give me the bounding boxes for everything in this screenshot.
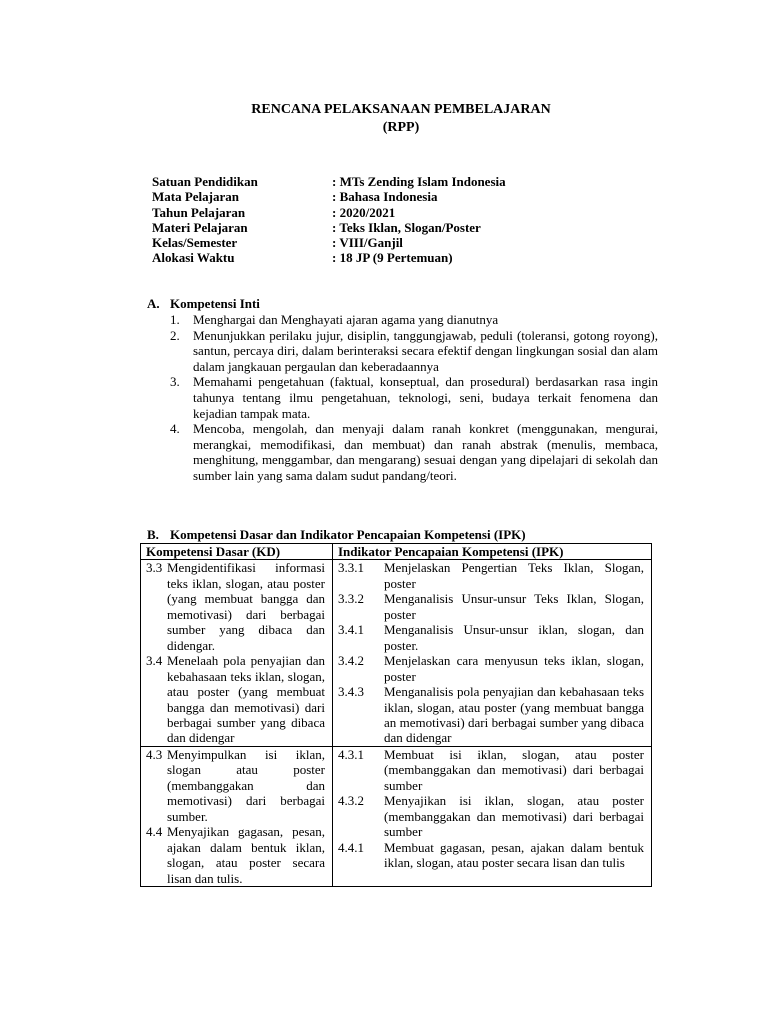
- list-item: [170, 312, 658, 328]
- list-text: Memahami pengetahuan (faktual, konseptual, dan prosedural) berdasarkan rasa ingin tahunya tentang ilmu pengetahuan, teknologi, seni, budaya terkait fenomena dan kejadian tampak mata.: [193, 374, 658, 421]
- ipk-number: 3.3.1: [338, 560, 364, 576]
- identity-value: : Bahasa Indonesia: [332, 189, 438, 205]
- ipk-item: [338, 653, 644, 684]
- kd-item: [146, 560, 325, 653]
- ipk-number: 3.4.2: [338, 653, 364, 669]
- kd-number: 4.4: [146, 824, 163, 840]
- list-item: [170, 328, 658, 375]
- ipk-number: 3.3.2: [338, 591, 364, 607]
- table-header-row: [141, 544, 652, 560]
- list-number: 4.: [170, 421, 180, 437]
- ipk-text: Menyajikan isi iklan, slogan, atau poster (membanggakan dan memotivasi) dari berbagai sumber: [384, 793, 644, 840]
- section-a-heading: [147, 296, 260, 312]
- ipk-item: [338, 684, 644, 746]
- kd-text: Menyimpulkan isi iklan, slogan atau poster (membanggakan dan memotivasi) dari berbagai sumber.: [167, 746, 325, 824]
- identity-row: [152, 205, 506, 220]
- title-line-2: (RPP): [382, 120, 420, 135]
- identity-label: Tahun Pelajaran: [152, 204, 246, 220]
- section-title: Kompetensi Inti: [170, 296, 260, 311]
- kd-number: 3.4: [146, 653, 163, 669]
- ipk-number: 4.3.2: [338, 793, 364, 809]
- kd-cell: [141, 746, 333, 886]
- identity-label: Kelas/Semester: [152, 235, 238, 251]
- ipk-item: [338, 793, 644, 839]
- ipk-item: [338, 840, 644, 871]
- section-title: Kompetensi Dasar dan Indikator Pencapaian Kompetensi (IPK): [170, 527, 526, 542]
- identity-label: Materi Pelajaran: [152, 219, 248, 235]
- list-item: [170, 421, 658, 483]
- ipk-number: 3.4.1: [338, 622, 364, 638]
- identity-row: [152, 189, 506, 204]
- ipk-text: Menganalisis Unsur-unsur Teks Iklan, Slogan, poster: [384, 591, 644, 622]
- ipk-number: 3.4.3: [338, 684, 364, 700]
- kd-text: Menelaah pola penyajian dan kebahasaan teks iklan, slogan, atau poster (yang membuat bangga dan memotivasi) dari berbagai sumber yang dibaca dan didengar: [167, 653, 325, 746]
- ipk-text: Menganalisis Unsur-unsur iklan, slogan, dan poster.: [384, 622, 644, 653]
- ipk-item: [338, 747, 644, 793]
- identity-row: [152, 220, 506, 235]
- ipk-number: 4.4.1: [338, 839, 364, 855]
- kd-text: Mengidentifikasi informasi teks iklan, slogan, atau poster (yang membuat bangga dan memotivasi) dari berbagai sumber yang dibaca dan didengar.: [167, 560, 325, 653]
- list-text: Mencoba, mengolah, dan menyaji dalam ranah konkret (menggunakan, mengurai, merangkai, memodifikasi, dan membuat) dan ranah abstrak (menulis, membaca, menghitung, menggambar, dan mengarang) sesuai dengan yang dipelajari di sekolah dan sumber lain yang sama dalam sudut pandang/teori.: [193, 421, 658, 483]
- title-line-1: RENCANA PELAKSANAAN PEMBELAJARAN: [251, 102, 551, 117]
- ipk-cell: [333, 560, 652, 746]
- column-header-kd: Kompetensi Dasar (KD): [141, 544, 333, 560]
- section-letter: A.: [147, 296, 160, 311]
- identity-value: : 2020/2021: [332, 204, 396, 220]
- ipk-item: [338, 591, 644, 622]
- identity-row: [152, 250, 506, 265]
- table-row: [141, 560, 652, 746]
- identity-label: Alokasi Waktu: [152, 250, 235, 266]
- ipk-cell: [333, 746, 652, 886]
- kd-ipk-table: [140, 543, 652, 887]
- identity-block: [152, 174, 506, 266]
- ipk-item: [338, 560, 644, 591]
- kd-text: Menyajikan gagasan, pesan, ajakan dalam bentuk iklan, slogan, atau poster secara lisan dan tulis.: [167, 824, 325, 886]
- ipk-text: Menjelaskan cara menyusun teks iklan, slogan, poster: [384, 653, 644, 684]
- list-text: Menghargai dan Menghayati ajaran agama yang dianutnya: [193, 312, 499, 327]
- identity-row: [152, 235, 506, 250]
- identity-value: : 18 JP (9 Pertemuan): [332, 250, 453, 266]
- identity-label: Mata Pelajaran: [152, 189, 240, 205]
- list-number: 2.: [170, 327, 180, 343]
- list-number: 1.: [170, 312, 180, 327]
- kd-number: 3.3: [146, 560, 163, 576]
- ipk-text: Membuat gagasan, pesan, ajakan dalam bentuk iklan, slogan, atau poster secara lisan dan tulis: [384, 839, 644, 871]
- list-number: 3.: [170, 374, 180, 390]
- ipk-item: [338, 622, 644, 653]
- section-b-heading: [147, 527, 526, 543]
- kd-number: 4.3: [146, 746, 163, 762]
- identity-label: Satuan Pendidikan: [152, 174, 258, 189]
- list-item: [170, 374, 658, 421]
- kd-item: [146, 653, 325, 746]
- table-row: [141, 746, 652, 886]
- ipk-text: Membuat isi iklan, slogan, atau poster (membanggakan dan memotivasi) dari berbagai sumber: [384, 746, 644, 793]
- kompetensi-inti-list: [170, 312, 658, 484]
- identity-value: : Teks Iklan, Slogan/Poster: [332, 219, 481, 235]
- document-title: [0, 101, 768, 137]
- identity-row: [152, 174, 506, 189]
- kd-item: [146, 747, 325, 824]
- identity-value: : MTs Zending Islam Indonesia: [332, 174, 506, 189]
- identity-value: : VIII/Ganjil: [332, 235, 403, 251]
- ipk-text: Menganalisis pola penyajian dan kebahasaan teks iklan, slogan, atau poster (yang membuat bangga an memotivasi) dari berbagai sumber yang dibaca dan didengar: [384, 684, 644, 746]
- ipk-number: 4.3.1: [338, 746, 364, 762]
- kd-item: [146, 824, 325, 886]
- kd-cell: [141, 560, 333, 746]
- list-text: Menunjukkan perilaku jujur, disiplin, tanggungjawab, peduli (toleransi, gotong royong), santun, percaya diri, dalam berinteraksi secara efektif dengan lingkungan sosial dan alam dalam jangkauan pergaulan dan keberadaannya: [193, 327, 658, 374]
- section-letter: B.: [147, 527, 159, 542]
- ipk-text: Menjelaskan Pengertian Teks Iklan, Slogan, poster: [384, 560, 644, 591]
- column-header-ipk: Indikator Pencapaian Kompetensi (IPK): [333, 544, 652, 560]
